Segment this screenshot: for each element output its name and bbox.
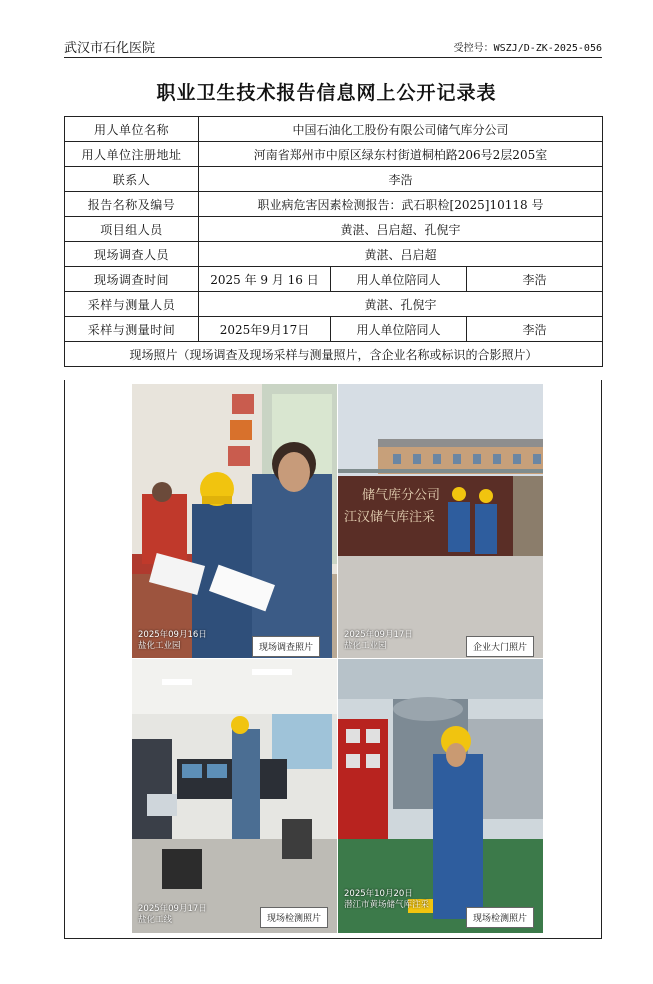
header-org: 武汉市石化医院 [64,41,156,56]
sampling-time-value: 2025年9月17日 [199,317,331,342]
address-label: 用人单位注册地址 [65,142,199,167]
table-row [65,117,603,142]
unit-name-value: 中国石油化工股份有限公司储气库分公司 [199,117,603,142]
compressor-photo-caption: 现场检测照片 [466,907,534,928]
gate-photo-location: 盐化工业园 [344,641,387,651]
team-label: 项目组人员 [65,217,199,242]
sampling-staff-value: 黄湛、孔倪宇 [199,292,603,317]
survey-photo-date: 2025年09月16日 [138,630,207,640]
table-row [65,292,603,317]
survey-escort-value: 李浩 [467,267,603,292]
survey-time-value: 2025 年 9 月 16 日 [199,267,331,292]
gate-sign-line2: 江汉储气库注采 [344,510,436,525]
sampling-escort-value: 李浩 [467,317,603,342]
page-title: 职业卫生技术报告信息网上公开记录表 [156,82,497,104]
table-row [65,317,603,342]
survey-time-label: 现场调查时间 [65,267,199,292]
table-row [65,242,603,267]
sampling-staff-label: 采样与测量人员 [65,292,199,317]
compressor-photo-date: 2025年10月20日 [344,889,413,899]
photo-area [64,380,602,939]
contact-value: 李浩 [199,167,603,192]
unit-name-label: 用人单位名称 [65,117,199,142]
gate-photo-date: 2025年09月17日 [344,630,413,640]
table-row [65,342,603,367]
survey-staff-value: 黄湛、吕启超 [199,242,603,267]
table-row [65,217,603,242]
control-room-photo-image [132,659,337,933]
team-value: 黄湛、吕启超、孔倪宇 [199,217,603,242]
control-room-photo-date: 2025年09月17日 [138,904,207,914]
contact-label: 联系人 [65,167,199,192]
record-table [64,116,603,367]
gate-photo [338,384,543,658]
table-row [65,267,603,292]
table-row [65,192,603,217]
header-divider [64,57,602,58]
survey-photo [132,384,337,658]
survey-staff-label: 现场调查人员 [65,242,199,267]
sampling-escort-label: 用人单位陪同人 [331,317,467,342]
survey-photo-location: 盐化工业园 [138,641,181,651]
table-row [65,167,603,192]
control-number: 受控号：WSZJ/D-ZK-2025-056 [453,43,602,54]
gate-photo-caption: 企业大门照片 [466,636,534,657]
photos-heading: 现场照片（现场调查及现场采样与测量照片，含企业名称或标识的合影照片） [65,342,603,367]
survey-photo-caption: 现场调查照片 [252,636,320,657]
table-row [65,142,603,167]
gate-sign-line1: 储气库分公司 [362,488,441,503]
survey-escort-label: 用人单位陪同人 [331,267,467,292]
control-room-photo-location: 盐化工线 [138,915,173,925]
sampling-time-label: 采样与测量时间 [65,317,199,342]
compressor-photo [338,659,543,933]
compressor-photo-location: 潜江市黄场储气库注采 [344,900,430,910]
control-room-photo-caption: 现场检测照片 [260,907,328,928]
address-value: 河南省郑州市中原区绿东村街道桐柏路206号2层205室 [199,142,603,167]
survey-photo-image [132,384,337,658]
report-label: 报告名称及编号 [65,192,199,217]
report-value: 职业病危害因素检测报告：武石职检[2025]10118 号 [199,192,603,217]
control-room-photo [132,659,337,933]
